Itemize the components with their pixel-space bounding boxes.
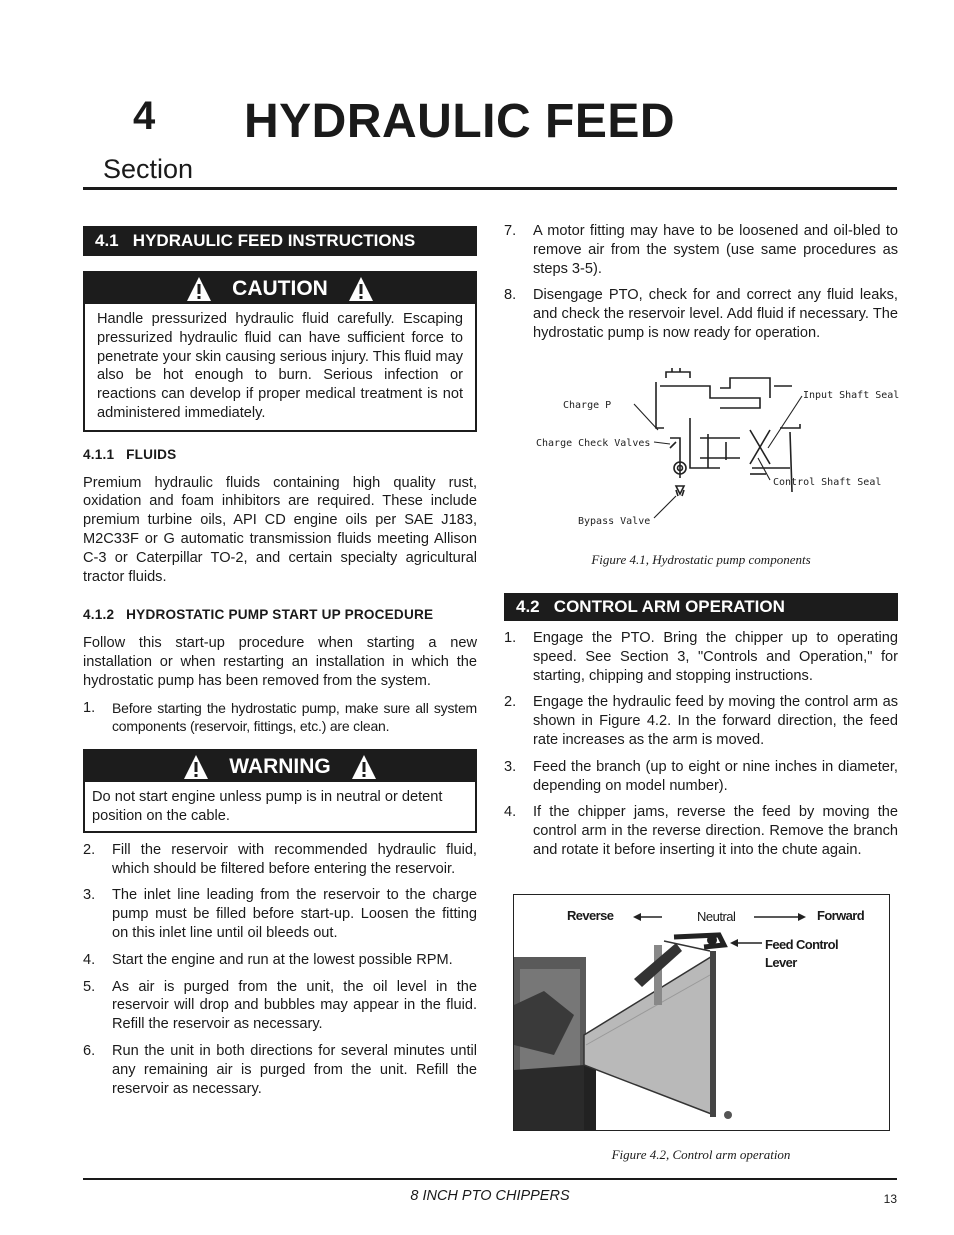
warning-header xyxy=(85,751,475,782)
label-forward: Forward xyxy=(817,908,865,923)
control-arm-figure xyxy=(513,894,890,1131)
footer-rule xyxy=(83,1178,897,1180)
list-number: 2. xyxy=(504,694,517,711)
list-text: Engage the PTO. Bring the chipper up to operating speed. See Section 3, "Controls and Operation," for starting, chipping and stopping instructions. xyxy=(533,630,898,684)
list-text: Engage the hydraulic feed by moving the control arm as shown in Figure 4.2. In the forward direction, the feed rate increases as the arm is moved. xyxy=(533,694,898,748)
list-item xyxy=(83,951,477,970)
list-number: 1. xyxy=(83,699,96,716)
left-column xyxy=(83,226,477,1098)
fluids-heading: 4.1.1 FLUIDS xyxy=(83,446,177,462)
list-item xyxy=(83,886,477,942)
list-number: 1. xyxy=(504,630,517,646)
list-text: Feed the branch (up to eight or nine inches in diameter, depending on model number). xyxy=(533,758,898,794)
caution-box xyxy=(83,271,477,432)
list-text: Disengage PTO, check for and correct any fluid leaks, and check the reservoir level. Add fluid if necessary. The hydrostatic pump is now ready for operation. xyxy=(533,287,898,341)
figure-4-1-caption: Figure 4.1, Hydrostatic pump components xyxy=(591,552,811,567)
label-neutral: Neutral xyxy=(697,909,736,924)
list-number: 3. xyxy=(83,887,96,904)
page-title: HYDRAULIC FEED xyxy=(244,95,676,148)
label-charge-pump: Charge P xyxy=(563,400,612,411)
warning-box xyxy=(83,749,477,833)
figure-4-2-caption: Figure 4.2, Control arm operation xyxy=(611,1147,791,1162)
right-column xyxy=(504,222,898,343)
control-arm-steps xyxy=(504,629,898,860)
label-input-shaft-seal: Input Shaft Seal xyxy=(803,390,900,401)
list-item xyxy=(504,286,898,342)
list-number: 2. xyxy=(83,841,96,858)
list-item xyxy=(83,699,477,737)
list-number: 4. xyxy=(83,951,96,968)
hydrostatic-pump-figure xyxy=(530,368,900,538)
fluids-paragraph: Premium hydraulic fluids containing high quality rust, oxidation and foam inhibitors are required. These include premium turbine oils, API CD engine oils per SAE J183, M2C33F or G automatic transmission fluids meeting Allison C-3 or Caterpillar TO-2, and certain specialty agricultural tractor fluids. xyxy=(83,474,477,585)
list-text: The inlet line leading from the reservoir to the charge pump must be filled before start-up. Loosen the fitting on this inlet line until oil bleeds out. xyxy=(112,887,477,941)
warning-triangle-icon xyxy=(183,754,209,780)
warning-label: WARNING xyxy=(229,755,331,779)
list-text: A motor fitting may have to be loosened and oil-bled to remove air from the system (use same procedures as steps 3-5). xyxy=(533,223,898,277)
label-reverse: Reverse xyxy=(567,908,614,923)
list-number: 7. xyxy=(504,223,517,239)
caution-text: Handle pressurized hydraulic fluid carefully. Escaping pressurized hydraulic fluid can have sufficient force to penetrate your skin causing serious injury. This fluid may also be hot enough to burn. Serious infection or reactions can develop if proper medical treatment is not administered immediately. xyxy=(97,311,463,421)
label-lever: Lever xyxy=(765,955,797,970)
warning-triangle-icon xyxy=(186,276,212,302)
leader-lines xyxy=(634,396,802,518)
section-4-2 xyxy=(504,593,898,860)
list-item xyxy=(504,629,898,685)
startup-steps-continued xyxy=(504,222,898,343)
startup-heading: 4.1.2 HYDROSTATIC PUMP START UP PROCEDURE xyxy=(83,607,434,623)
control-arm-photo xyxy=(514,895,889,1130)
header-rule xyxy=(83,187,897,190)
section-4-2-heading: 4.2 CONTROL ARM OPERATION xyxy=(504,593,898,621)
page-number: 13 xyxy=(883,1192,897,1206)
list-text: Run the unit in both directions for several minutes until any remaining air is purged from the unit. Refill the reservoir as necessary. xyxy=(112,1042,477,1097)
label-control-shaft-seal: Control Shaft Seal xyxy=(773,477,882,488)
list-item xyxy=(504,693,898,749)
list-text: Before starting the hydrostatic pump, make sure all system components (reservoir, fittings, etc.) are clean. xyxy=(112,699,477,735)
section-4-1-heading: 4.1 HYDRAULIC FEED INSTRUCTIONS xyxy=(83,226,477,256)
footer-title: 8 INCH PTO CHIPPERS xyxy=(410,1188,570,1204)
list-number: 4. xyxy=(504,804,517,821)
label-charge-check-valves: Charge Check Valves xyxy=(536,438,651,449)
caution-label: CAUTION xyxy=(232,277,328,300)
label-feed-control: Feed Control xyxy=(765,937,838,952)
list-item xyxy=(83,978,477,1034)
warning-triangle-icon xyxy=(348,276,374,302)
section-number: 4 xyxy=(133,94,156,138)
list-number: 5. xyxy=(83,978,96,995)
startup-intro: Follow this start-up procedure when starting a new installation or when restarting an installation in which the hydrostatic pump has been removed from the system. xyxy=(83,635,477,689)
list-number: 6. xyxy=(83,1042,96,1059)
list-number: 8. xyxy=(504,287,517,304)
caution-header xyxy=(85,273,475,304)
list-text: As air is purged from the unit, the oil level in the reservoir will drop and bubbles may appear in the fluid. Refill the reservoir as necessary. xyxy=(112,978,477,1033)
list-number: 3. xyxy=(504,758,517,775)
list-text: If the chipper jams, reverse the feed by moving the control arm in the reverse direction. Remove the branch and rotate it before inserting it into the chute again. xyxy=(533,804,898,858)
section-label: Section xyxy=(103,154,194,184)
list-text: Start the engine and run at the lowest possible RPM. xyxy=(112,951,453,968)
list-item xyxy=(83,1042,477,1098)
warning-triangle-icon xyxy=(351,754,377,780)
list-item xyxy=(504,803,898,859)
label-bypass-valve: Bypass Valve xyxy=(578,516,651,527)
list-item xyxy=(504,222,898,278)
warning-text: Do not start engine unless pump is in neutral or detent position on the cable. xyxy=(92,789,443,824)
list-item xyxy=(504,758,898,796)
list-text: Fill the reservoir with recommended hydraulic fluid, which should be filtered before entering the reservoir. xyxy=(112,841,477,877)
list-item xyxy=(83,841,477,879)
startup-steps xyxy=(83,841,477,1099)
label-feed-control-lever xyxy=(765,936,838,972)
